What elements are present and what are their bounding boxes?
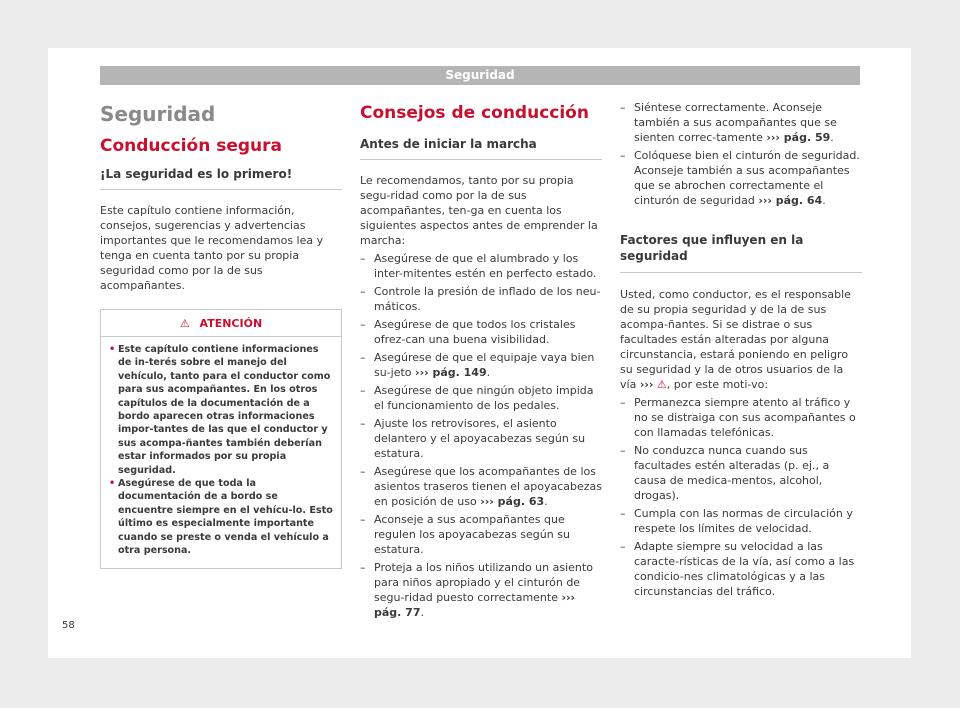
cross-reference-link[interactable]: ››› pág. 59 — [766, 131, 831, 144]
cross-reference-link[interactable]: ››› pág. 77 — [374, 591, 576, 619]
list-item: – Ajuste los retrovisores, el asiento delantero y el apoyacabezas según su estatura. — [360, 417, 586, 460]
column-1 — [100, 100, 342, 569]
section-title: Consejos de conducción — [360, 103, 589, 123]
dash-bullet: – — [360, 384, 366, 397]
list-item: – Asegúrese de que todos los cristales ofrez-can una buena visibilidad. — [360, 318, 576, 346]
list-item: – Colóquese bien el cinturón de seguridad. Aconseje también a sus acompañantes que se abrochen correctamente el cinturón de seguridad ››› pág. 64. — [620, 149, 860, 207]
warning-label: ATENCIÓN — [199, 317, 263, 330]
warning-triangle-icon: ⚠ — [179, 317, 190, 330]
intro-paragraph: Este capítulo contiene información, consejos, sugerencias y advertencias importantes que le recomendamos lea y tenga en cuenta tanto por su propia seguridad como por la de sus acompañantes. — [100, 204, 324, 292]
list-item: – Cumpla con las normas de circulación y respete los límites de velocidad. — [620, 507, 853, 535]
list-item: – No conduzca nunca cuando sus facultades estén alteradas (p. ej., a causa de medica-mentos, alcohol, drogas). — [620, 444, 830, 502]
column-2 — [360, 100, 602, 620]
list-item: – Asegúrese de que ningún objeto impida el funcionamiento de los pedales. — [360, 384, 594, 412]
dash-bullet: – — [620, 540, 626, 553]
dash-bullet: – — [360, 417, 366, 430]
dash-bullet: – — [360, 252, 366, 265]
checklist-continued — [620, 100, 862, 208]
section-title: Conducción segura — [100, 136, 282, 156]
bullet-icon: • — [109, 478, 116, 490]
cross-reference-link[interactable]: ››› pág. 149 — [415, 366, 487, 379]
warning-triangle-icon: ⚠ — [656, 378, 667, 391]
warning-item: • Asegúrese de que toda la documentación de a bordo se encuentre siempre en el vehícu-lo. Esto último es especialmente importante cuando se preste o venda el vehículo a otra persona. — [109, 478, 333, 557]
warning-header — [101, 310, 341, 337]
warning-box — [100, 309, 342, 569]
list-item: – Asegúrese de que el equipaje vaya bien su-jeto ››› pág. 149. — [360, 351, 595, 379]
checklist — [620, 395, 862, 599]
dash-bullet: – — [620, 444, 626, 457]
intro-paragraph: Le recomendamos, tanto por su propia segu-ridad como por la de sus acompañantes, ten-ga en cuenta los siguientes aspectos antes de emprender la marcha: — [360, 174, 598, 247]
list-item: – Controle la presión de inflado de los neu-máticos. — [360, 285, 601, 313]
column-3 — [620, 100, 862, 599]
dash-bullet: – — [360, 351, 366, 364]
dash-bullet: – — [360, 318, 366, 331]
warning-item: • Este capítulo contiene informaciones de in-terés sobre el manejo del vehículo, tanto para el conductor como para sus acompañantes. En los otros capítulos de la documentación de a bordo aparecen otras informaciones impor-tantes de las que el conductor y sus acompa-ñantes también deberían estar informados por su propia seguridad. — [109, 344, 331, 476]
dash-bullet: – — [620, 507, 626, 520]
dash-bullet: – — [620, 149, 626, 162]
cross-reference-link[interactable]: ››› pág. 64 — [758, 194, 823, 207]
list-item: – Asegúrese de que el alumbrado y los inter-mitentes estén en perfecto estado. — [360, 252, 597, 280]
list-item: – Adapte siempre su velocidad a las caracte-rísticas de la vía, así como a las condicio-nes climatológicas y a las circunstancias del tráfico. — [620, 540, 855, 598]
cross-reference-link[interactable]: ››› pág. 63 — [480, 495, 545, 508]
dash-bullet: – — [360, 285, 366, 298]
dash-bullet: – — [620, 396, 626, 409]
dash-bullet: – — [360, 513, 366, 526]
dash-bullet: – — [360, 561, 366, 574]
list-item: – Aconseje a sus acompañantes que regulen los apoyacabezas según su estatura. — [360, 513, 570, 556]
list-item: – Siéntese correctamente. Aconseje también a sus acompañantes que se sienten correc-tamente ››› pág. 59. — [620, 101, 837, 144]
list-item: – Permanezca siempre atento al tráfico y no se distraiga con sus acompañantes o con llamadas telefónicas. — [620, 396, 856, 439]
dash-bullet: – — [360, 465, 366, 478]
checklist — [360, 251, 602, 620]
dash-bullet: – — [620, 101, 626, 114]
list-item: – Proteja a los niños utilizando un asiento para niños apropiado y el cinturón de segu-ridad puesto correctamente ››› pág. 77. — [360, 561, 593, 619]
intro-paragraph: Usted, como conductor, es el responsable de su propia seguridad y de la de sus acompa-ñantes. Si se distrae o sus facultades están alteradas por alguna circunstancia, estará poniendo en peligro su seguridad y la de otros usuarios de la vía ››› ⚠, por este moti-vo: — [620, 288, 851, 391]
page-number: 58 — [62, 620, 75, 631]
list-item: – Asegúrese que los acompañantes de los asientos traseros tienen el apoyacabezas en posición de uso ››› pág. 63. — [360, 465, 603, 508]
chapter-title: Seguridad — [100, 102, 216, 126]
subsection-title: Factores que influyen en la seguridad — [620, 232, 862, 273]
cross-reference-link[interactable]: ››› — [639, 378, 654, 391]
subsection-title: ¡La seguridad es lo primero! — [100, 166, 342, 190]
subsection-title: Antes de iniciar la marcha — [360, 136, 602, 160]
running-header: Seguridad — [100, 66, 860, 85]
bullet-icon: • — [109, 344, 116, 355]
